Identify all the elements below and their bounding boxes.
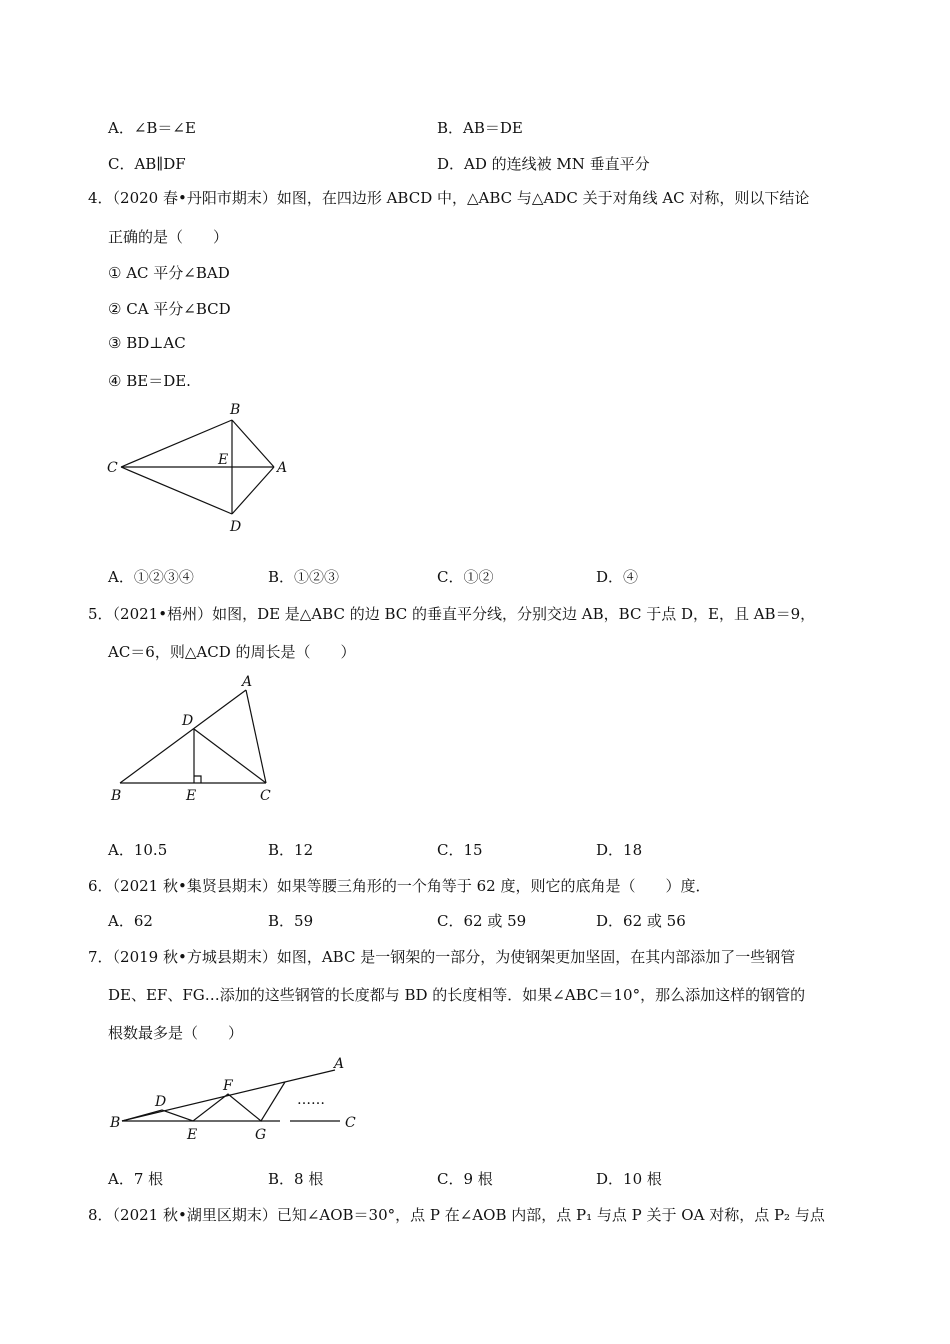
q7-option-d: D．10 根 xyxy=(596,1170,662,1188)
q4-option-a: A．①②③④ xyxy=(108,568,194,586)
q5-option-d: D．18 xyxy=(596,841,643,859)
q7-label-g: G xyxy=(255,1127,267,1143)
q6-option-d: D．62 或 56 xyxy=(596,912,686,930)
q4-label-b: B xyxy=(230,402,241,418)
q7-label-b: B xyxy=(110,1115,121,1131)
q6-option-a: A．62 xyxy=(108,912,153,930)
q6-option-c: C．62 或 59 xyxy=(437,912,527,930)
q5-option-a: A．10.5 xyxy=(108,841,168,859)
q5-label-d: D xyxy=(182,713,194,729)
q4-statement-1: ① AC 平分∠BAD xyxy=(108,264,230,282)
q5-option-c: C．15 xyxy=(437,841,483,859)
q3-option-c: C．AB∥DF xyxy=(108,155,186,173)
q4-statement-4: ④ BE＝DE. xyxy=(108,372,191,390)
q7-label-d: D xyxy=(155,1094,167,1110)
q4-option-c: C．①② xyxy=(437,568,494,586)
q5-stem-line1: 5．（2021•梧州）如图，DE 是△ABC 的边 BC 的垂直平分线，分别交边 AB，BC 于点 D，E，且 AB＝9， xyxy=(88,605,816,623)
q4-label-c: C xyxy=(107,460,118,476)
q5-stem-line2: AC＝6，则△ACD 的周长是（ ） xyxy=(108,643,356,661)
q7-stem-line1: 7．（2019 秋•方城县期末）如图，ABC 是一钢架的一部分，为使钢架更加坚固，在其内部添加了一些钢管 xyxy=(88,948,796,966)
q5-label-b: B xyxy=(111,788,122,804)
q4-statement-3: ③ BD⊥AC xyxy=(108,334,186,352)
q5-label-e: E xyxy=(186,788,197,804)
q7-stem-line2: DE、EF、FG…添加的这些钢管的长度都与 BD 的长度相等．如果∠ABC＝10°，那么添加这样的钢管的 xyxy=(108,986,806,1004)
q4-statement-2: ② CA 平分∠BCD xyxy=(108,300,231,318)
q4-stem-line1: 4．（2020 春•丹阳市期末）如图，在四边形 ABCD 中，△ABC 与△ADC 关于对角线 AC 对称，则以下结论 xyxy=(88,189,810,207)
q5-option-b: B．12 xyxy=(268,841,314,859)
q7-label-f: F xyxy=(223,1078,233,1094)
q3-option-a: A．∠B＝∠E xyxy=(108,119,196,137)
q4-label-e: E xyxy=(218,452,229,468)
q4-label-a: A xyxy=(277,460,288,476)
q7-label-e: E xyxy=(187,1127,198,1143)
q7-option-c: C．9 根 xyxy=(437,1170,493,1188)
q7-option-b: B．8 根 xyxy=(268,1170,324,1188)
q6-stem-line1: 6．（2021 秋•集贤县期末）如果等腰三角形的一个角等于 62 度，则它的底角是（ ）度． xyxy=(88,877,711,895)
q8-stem-line1: 8．（2021 秋•湖里区期末）已知∠AOB＝30°，点 P 在∠AOB 内部，点 P₁ 与点 P 关于 OA 对称，点 P₂ 与点 xyxy=(88,1206,825,1224)
q3-option-d: D．AD 的连线被 MN 垂直平分 xyxy=(437,155,650,173)
q5-label-a: A xyxy=(242,674,253,690)
q7-label-a: A xyxy=(334,1056,345,1072)
q7-ellipsis: …… xyxy=(297,1092,325,1108)
q3-option-b: B．AB＝DE xyxy=(437,119,523,137)
q7-option-a: A．7 根 xyxy=(108,1170,164,1188)
q4-label-d: D xyxy=(230,519,242,535)
q6-option-b: B．59 xyxy=(268,912,314,930)
q7-label-c: C xyxy=(345,1115,356,1131)
q5-label-c: C xyxy=(260,788,271,804)
q4-stem-line2: 正确的是（ ） xyxy=(108,228,229,246)
q4-option-b: B．①②③ xyxy=(268,568,340,586)
q4-option-d: D．④ xyxy=(596,568,639,586)
q7-stem-line3: 根数最多是（ ） xyxy=(108,1024,244,1042)
